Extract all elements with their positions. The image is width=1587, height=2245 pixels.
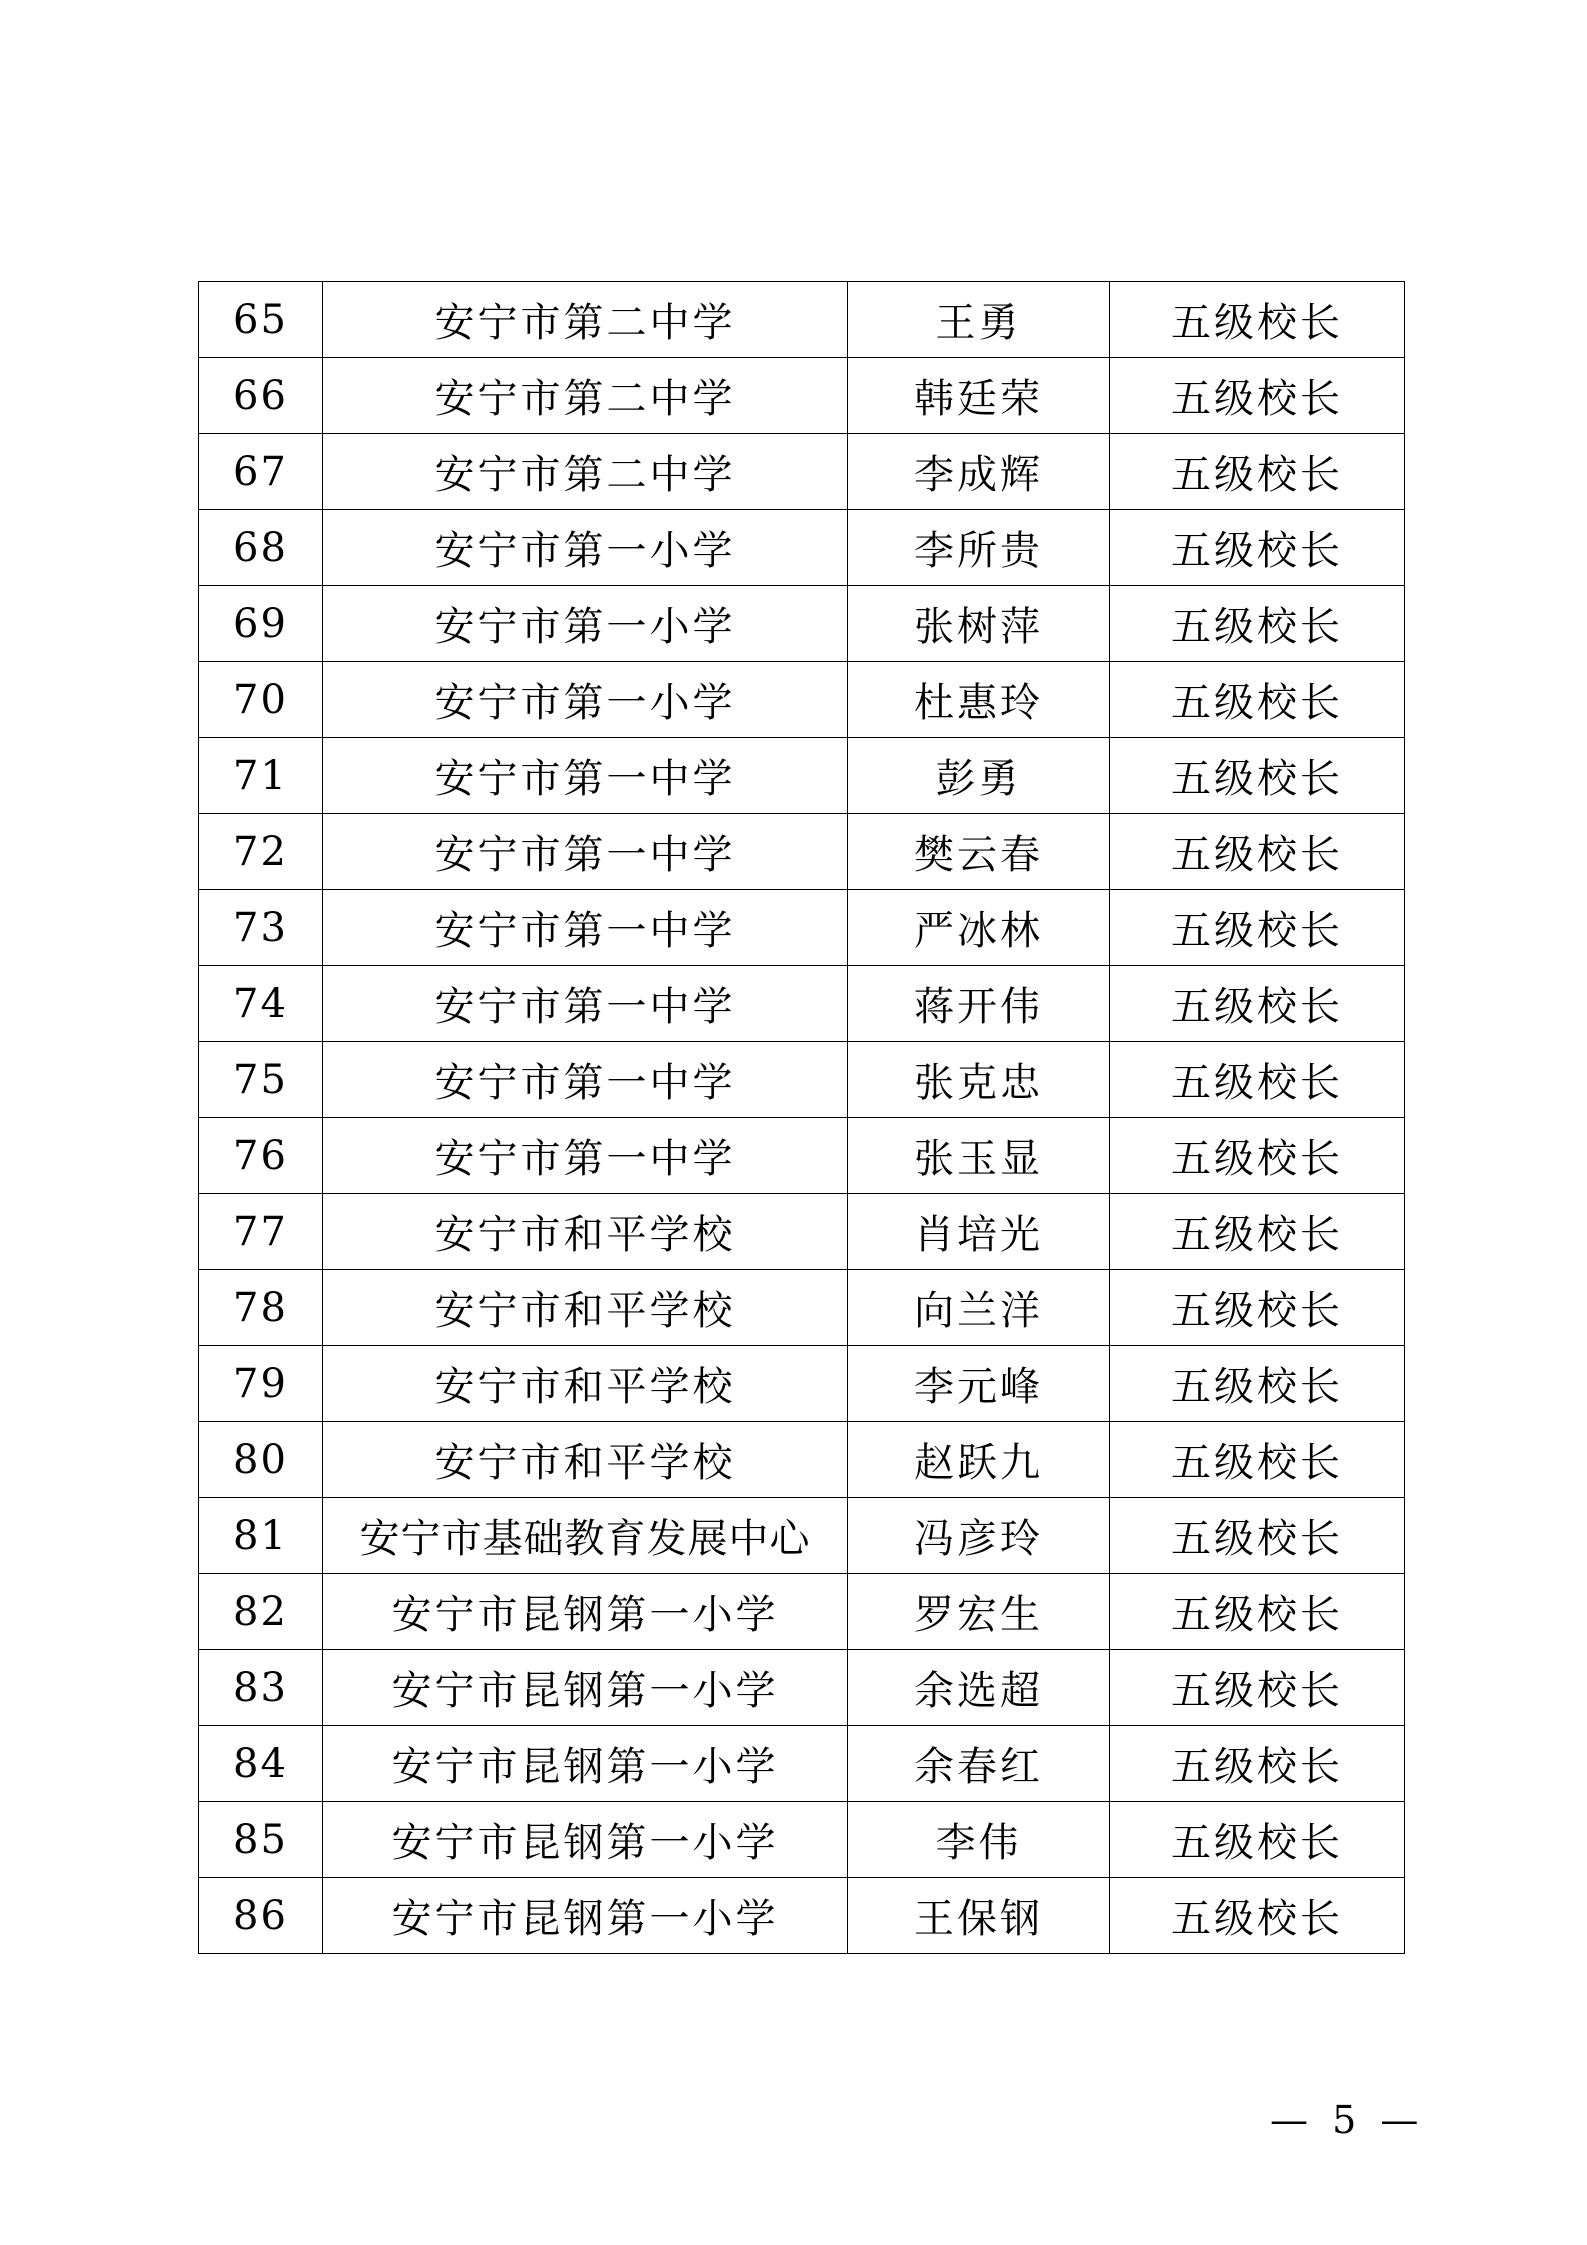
row-number-cell: 86 [199,1878,323,1954]
table-row [199,434,1405,510]
school-cell: 安宁市和平学校 [323,1270,848,1346]
row-number-cell: 73 [199,890,323,966]
name-cell: 冯彦玲 [848,1498,1110,1574]
name-cell: 余春红 [848,1726,1110,1802]
table-row [199,1802,1405,1878]
row-number-cell: 67 [199,434,323,510]
name-cell: 李成辉 [848,434,1110,510]
school-cell: 安宁市第一中学 [323,1042,848,1118]
name-cell: 向兰洋 [848,1270,1110,1346]
table-row [199,738,1405,814]
school-cell: 安宁市第一中学 [323,814,848,890]
name-cell: 王保钢 [848,1878,1110,1954]
name-cell: 杜惠玲 [848,662,1110,738]
name-cell: 罗宏生 [848,1574,1110,1650]
level-cell: 五级校长 [1110,966,1405,1042]
level-cell: 五级校长 [1110,1726,1405,1802]
level-cell: 五级校长 [1110,1650,1405,1726]
level-cell: 五级校长 [1110,1422,1405,1498]
name-cell: 严冰林 [848,890,1110,966]
school-cell: 安宁市第一小学 [323,510,848,586]
table-row [199,1878,1405,1954]
row-number-cell: 69 [199,586,323,662]
name-cell: 韩廷荣 [848,358,1110,434]
name-cell: 王勇 [848,282,1110,358]
school-cell: 安宁市昆钢第一小学 [323,1574,848,1650]
level-cell: 五级校长 [1110,586,1405,662]
table-row [199,1118,1405,1194]
table-row [199,1042,1405,1118]
table-row [199,814,1405,890]
school-cell: 安宁市昆钢第一小学 [323,1650,848,1726]
level-cell: 五级校长 [1110,1802,1405,1878]
name-cell: 樊云春 [848,814,1110,890]
school-cell: 安宁市基础教育发展中心 [323,1498,848,1574]
level-cell: 五级校长 [1110,510,1405,586]
table-row [199,358,1405,434]
row-number-cell: 65 [199,282,323,358]
table-row [199,1422,1405,1498]
row-number-cell: 85 [199,1802,323,1878]
level-cell: 五级校长 [1110,358,1405,434]
level-cell: 五级校长 [1110,738,1405,814]
name-cell: 蒋开伟 [848,966,1110,1042]
row-number-cell: 66 [199,358,323,434]
table-row [199,890,1405,966]
row-number-cell: 81 [199,1498,323,1574]
school-cell: 安宁市昆钢第一小学 [323,1802,848,1878]
school-cell: 安宁市昆钢第一小学 [323,1726,848,1802]
school-cell: 安宁市第二中学 [323,282,848,358]
name-cell: 张玉显 [848,1118,1110,1194]
name-cell: 彭勇 [848,738,1110,814]
table-row [199,1574,1405,1650]
school-cell: 安宁市昆钢第一小学 [323,1878,848,1954]
row-number-cell: 70 [199,662,323,738]
school-cell: 安宁市第一中学 [323,738,848,814]
level-cell: 五级校长 [1110,1118,1405,1194]
name-cell: 李伟 [848,1802,1110,1878]
level-cell: 五级校长 [1110,434,1405,510]
school-cell: 安宁市第一小学 [323,586,848,662]
table-row [199,1270,1405,1346]
name-cell: 余选超 [848,1650,1110,1726]
name-cell: 肖培光 [848,1194,1110,1270]
roster-table [198,281,1405,1954]
row-number-cell: 74 [199,966,323,1042]
level-cell: 五级校长 [1110,662,1405,738]
level-cell: 五级校长 [1110,814,1405,890]
school-cell: 安宁市第一中学 [323,890,848,966]
table-row [199,282,1405,358]
row-number-cell: 71 [199,738,323,814]
school-cell: 安宁市和平学校 [323,1346,848,1422]
level-cell: 五级校长 [1110,1194,1405,1270]
row-number-cell: 79 [199,1346,323,1422]
name-cell: 张克忠 [848,1042,1110,1118]
table-row [199,966,1405,1042]
row-number-cell: 78 [199,1270,323,1346]
name-cell: 李所贵 [848,510,1110,586]
row-number-cell: 76 [199,1118,323,1194]
table-row [199,1650,1405,1726]
name-cell: 赵跃九 [848,1422,1110,1498]
row-number-cell: 83 [199,1650,323,1726]
row-number-cell: 68 [199,510,323,586]
table-row [199,510,1405,586]
level-cell: 五级校长 [1110,1574,1405,1650]
row-number-cell: 72 [199,814,323,890]
row-number-cell: 80 [199,1422,323,1498]
school-cell: 安宁市第一中学 [323,966,848,1042]
table-row [199,1346,1405,1422]
level-cell: 五级校长 [1110,1042,1405,1118]
school-cell: 安宁市第一中学 [323,1118,848,1194]
school-cell: 安宁市和平学校 [323,1422,848,1498]
level-cell: 五级校长 [1110,1346,1405,1422]
level-cell: 五级校长 [1110,1878,1405,1954]
name-cell: 李元峰 [848,1346,1110,1422]
table-row [199,1194,1405,1270]
row-number-cell: 75 [199,1042,323,1118]
table-row [199,1726,1405,1802]
school-cell: 安宁市第一小学 [323,662,848,738]
row-number-cell: 77 [199,1194,323,1270]
page-number: — 5 — [1270,2098,1425,2142]
level-cell: 五级校长 [1110,1498,1405,1574]
level-cell: 五级校长 [1110,1270,1405,1346]
table-row [199,662,1405,738]
table-row [199,586,1405,662]
table-row [199,1498,1405,1574]
school-cell: 安宁市和平学校 [323,1194,848,1270]
row-number-cell: 82 [199,1574,323,1650]
name-cell: 张树萍 [848,586,1110,662]
row-number-cell: 84 [199,1726,323,1802]
level-cell: 五级校长 [1110,282,1405,358]
school-cell: 安宁市第二中学 [323,358,848,434]
school-cell: 安宁市第二中学 [323,434,848,510]
level-cell: 五级校长 [1110,890,1405,966]
